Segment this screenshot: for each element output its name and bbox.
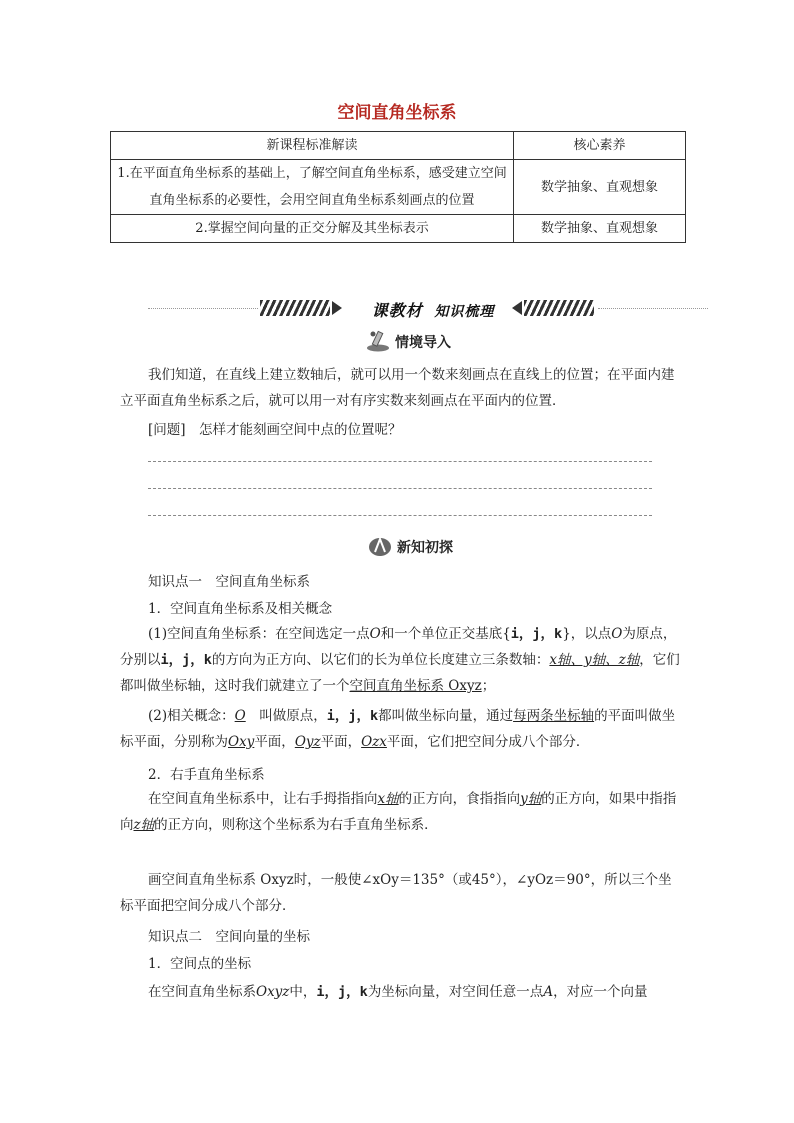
origin-symbol: O <box>369 626 381 642</box>
text: ，它们都叫做坐标轴，这时我们就建立了一个 <box>120 652 680 694</box>
text: ； <box>481 678 496 694</box>
k1-sub2: 2．右手直角坐标系 <box>148 767 265 783</box>
table-header-cell: 核心素养 <box>514 132 686 160</box>
text: 的方向为正方向、以它们的长为单位长度建立三条数轴： <box>211 652 550 668</box>
intro-question: [问题] 怎样才能刻画空间中点的位置呢？ <box>148 422 402 438</box>
answer-line <box>148 488 652 489</box>
text: 和一个单位正交基底{ <box>380 626 511 642</box>
intro-paragraph: 我们知道，在直线上建立数轴后，就可以用一个数来刻画点在直线上的位置；在平面内建立平面直角坐标系之后，就可以用一对有序实数来刻画点在平面内的位置． <box>120 367 675 409</box>
banner-text <box>358 298 508 321</box>
blank-each-two-axes: 每两条坐标轴 <box>513 708 595 724</box>
text: 叫做原点， <box>245 708 327 724</box>
table-header-cell: 新课程标准解读 <box>111 132 514 160</box>
text: }，以点 <box>562 626 612 642</box>
blank-z-axis: z轴 <box>133 817 155 833</box>
text: 在空间直角坐标系中，让右手拇指指向 <box>148 791 378 807</box>
blank-x-axis: x轴 <box>377 791 399 807</box>
banner-dotted-line <box>148 308 258 309</box>
text: 中， <box>289 984 317 1000</box>
text: 为原点，分别以 <box>120 626 677 668</box>
banner-arrow-right-icon <box>512 301 522 315</box>
k2-paragraph-1 <box>148 980 648 1000</box>
blank-coordinate-system: 空间直角坐标系 Oxyz <box>349 678 482 694</box>
table-row <box>111 160 686 215</box>
section-banner <box>148 298 708 320</box>
text: ，对应一个向量 <box>553 984 648 1000</box>
blank-y-axis: y轴 <box>520 791 542 807</box>
basis-vectors: i，j，k <box>510 626 563 642</box>
table-cell-core: 数学抽象、直观想象 <box>514 160 686 215</box>
k1-paragraph-3 <box>120 786 680 838</box>
banner-stripes-right <box>524 300 594 316</box>
k1-paragraph-1 <box>120 621 680 699</box>
table-row <box>111 215 686 243</box>
origin-symbol: O <box>611 626 623 642</box>
text: 都叫做坐标向量，通过 <box>378 708 514 724</box>
pencil-stand-icon <box>366 330 390 356</box>
text: 的正方向，则称这个坐标系为右手直角坐标系． <box>154 817 438 833</box>
section-heading-new <box>368 535 453 561</box>
basis-vectors: i，j，k <box>316 984 368 1000</box>
point-symbol: A <box>543 984 554 1000</box>
table-cell-standard: 1.在平面直角坐标系的基础上，了解空间直角坐标系，感受建立空间直角坐标系的必要性，会用空间直角坐标系刻画点的位置 <box>111 160 514 215</box>
k2-heading: 知识点二 空间向量的坐标 <box>148 929 310 945</box>
answer-line <box>148 515 652 516</box>
text: 为坐标向量，对空间任意一点 <box>367 984 544 1000</box>
banner-dotted-line <box>598 308 708 309</box>
text: 的平面叫做坐标平面，分别称为 <box>120 708 676 750</box>
table-cell-standard: 2.掌握空间向量的正交分解及其坐标表示 <box>111 215 514 243</box>
k2-sub1: 1．空间点的坐标 <box>148 956 252 972</box>
compass-badge-icon <box>368 535 392 561</box>
banner-stripes-left <box>260 300 330 316</box>
k1-paragraph-2 <box>120 703 680 755</box>
basis-vectors: i，j，k <box>326 708 379 724</box>
blank-axes: x轴、y轴、z轴 <box>549 652 640 668</box>
system-symbol: Oxyz <box>256 984 290 1000</box>
table-cell-core: 数学抽象、直观想象 <box>514 215 686 243</box>
text: 平面， <box>320 734 362 750</box>
note-paragraph: 画空间直角坐标系 Oxyz时，一般使∠xOy＝135°（或45°），∠yOz＝90°，所以三个坐标平面把空间分成八个部分． <box>120 872 672 914</box>
text: 平面，它们把空间分成八个部分． <box>386 734 590 750</box>
basis-vectors: i，j，k <box>160 652 212 668</box>
standards-table <box>110 131 686 243</box>
k1-sub1: 1．空间直角坐标系及相关概念 <box>148 601 333 617</box>
text: 在空间直角坐标系 <box>148 984 256 1000</box>
answer-line <box>148 461 652 462</box>
text: (2)相关概念： <box>148 708 235 724</box>
section-heading-intro <box>366 330 451 356</box>
blank-origin: O <box>234 708 246 724</box>
table-header-row <box>111 132 686 160</box>
blank-oyz: Oyz <box>294 734 321 750</box>
intro-heading-label: 情境导入 <box>395 335 451 351</box>
k1-heading: 知识点一 空间直角坐标系 <box>148 574 310 590</box>
blank-oxy: Oxy <box>228 734 255 750</box>
banner-part1: 课教材 <box>371 301 423 320</box>
page-title: 空间直角坐标系 <box>337 103 457 123</box>
text: 的正方向，食指指向 <box>398 791 521 807</box>
banner-part2: 知识梳理 <box>434 304 495 320</box>
new-heading-label: 新知初探 <box>397 540 453 556</box>
text: (1)空间直角坐标系：在空间选定一点 <box>148 626 370 642</box>
banner-arrow-left-icon <box>332 301 342 315</box>
text: 平面， <box>254 734 295 750</box>
blank-ozx: Ozx <box>361 734 387 750</box>
text: 的正方向，如果中指指向 <box>120 791 677 833</box>
